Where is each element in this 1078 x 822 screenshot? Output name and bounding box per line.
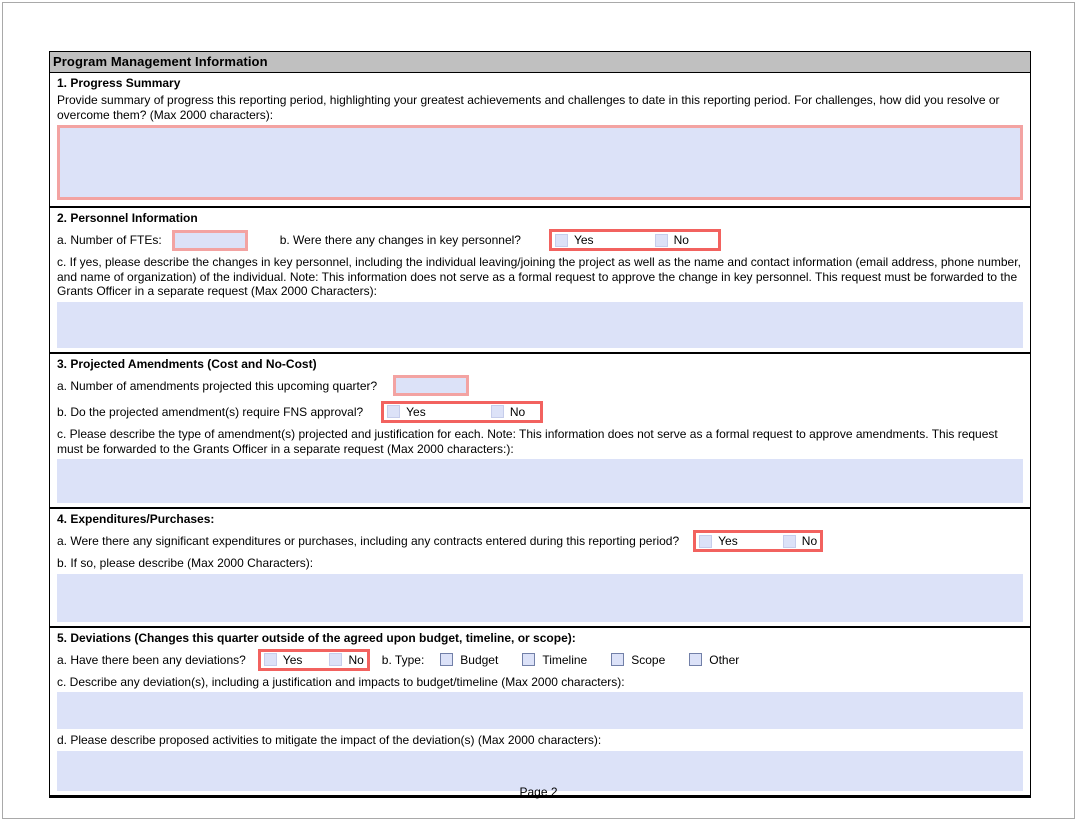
amendments-count-label: a. Number of amendments projected this upcoming quarter? xyxy=(57,378,378,393)
expenditures-title: 4. Expenditures/Purchases: xyxy=(57,512,215,527)
key-personnel-question-label: b. Were there any changes in key personnel? xyxy=(279,233,521,248)
amendments-count-input[interactable] xyxy=(393,375,469,396)
section-personnel-information xyxy=(50,206,1030,352)
page-number: Page 2 xyxy=(519,785,558,799)
deviation-type-scope-checkbox[interactable] xyxy=(611,653,624,666)
expenditures-yes-label: Yes xyxy=(718,534,738,549)
deviation-type-scope-label: Scope xyxy=(631,652,666,667)
document-page xyxy=(2,2,1075,819)
amendments-approval-row xyxy=(57,401,1023,423)
key-personnel-yes-label: Yes xyxy=(573,233,594,248)
deviations-no-label: No xyxy=(348,652,364,667)
deviations-yes-label: Yes xyxy=(282,652,303,667)
amendments-count-row xyxy=(57,375,1023,397)
progress-summary-textarea[interactable] xyxy=(57,125,1023,200)
amendments-yes-label: Yes xyxy=(406,404,426,419)
deviations-no-checkbox[interactable] xyxy=(329,653,342,666)
key-personnel-no-checkbox[interactable] xyxy=(655,234,668,247)
deviation-type-budget-label: Budget xyxy=(460,652,499,667)
personnel-row xyxy=(57,229,1023,251)
deviations-question-row xyxy=(57,649,1023,671)
deviation-type-budget-group xyxy=(440,653,498,667)
form-header-title: Program Management Information xyxy=(50,52,1030,73)
key-personnel-yes-checkbox[interactable] xyxy=(555,234,568,247)
deviation-type-timeline-checkbox[interactable] xyxy=(522,653,535,666)
ftes-label: a. Number of FTEs: xyxy=(57,233,162,248)
deviation-type-other-label: Other xyxy=(709,652,740,667)
deviation-type-scope-group xyxy=(611,653,665,667)
projected-amendments-title: 3. Projected Amendments (Cost and No-Cost) xyxy=(57,356,317,371)
amendments-approval-label: b. Do the projected amendment(s) require FNS approval? xyxy=(57,404,364,419)
deviations-yesno-group xyxy=(258,649,370,671)
expenditures-no-checkbox[interactable] xyxy=(783,535,796,548)
personnel-describe-textarea[interactable] xyxy=(57,302,1023,348)
progress-summary-title: 1. Progress Summary xyxy=(57,76,181,90)
deviation-type-other-group xyxy=(689,653,739,667)
key-personnel-yesno-group xyxy=(549,229,721,251)
expenditures-describe-label: b. If so, please describe (Max 2000 Characters): xyxy=(57,556,314,571)
progress-summary-description: Provide summary of progress this reporting period, highlighting your greatest achievements and challenges to date in this reporting period. For challenges, how did you resolve or overcome them? (Max 2000 characters): xyxy=(57,93,1000,122)
program-management-form xyxy=(49,51,1031,798)
expenditures-no-label: No xyxy=(801,534,818,549)
personnel-describe-label: c. If yes, please describe the changes in key personnel, including the individual leaving/joining the project as well as the name and contact information (email address, phone number, and name of organization) of the individual. Note: This information does not serve as a formal request to approve the change in key personnel. This request must be forwarded to the Grants Officer in a separate request (Max 2000 Characters): xyxy=(57,255,1021,299)
deviations-type-label: b. Type: xyxy=(381,652,425,667)
amendments-no-label: No xyxy=(509,404,526,419)
expenditures-question-label: a. Were there any significant expenditures or purchases, including any contracts entered during this reporting period? xyxy=(57,534,680,549)
section-projected-amendments xyxy=(50,352,1030,507)
deviations-describe-textarea[interactable] xyxy=(57,692,1023,729)
expenditures-yes-checkbox[interactable] xyxy=(699,535,712,548)
section-expenditures-purchases xyxy=(50,507,1030,626)
deviations-yes-checkbox[interactable] xyxy=(264,653,277,666)
amendments-describe-textarea[interactable] xyxy=(57,459,1023,503)
deviation-type-timeline-label: Timeline xyxy=(542,652,588,667)
ftes-input[interactable] xyxy=(172,230,248,251)
personnel-information-title: 2. Personnel Information xyxy=(57,211,198,226)
section-progress-summary xyxy=(50,73,1030,206)
deviation-type-other-checkbox[interactable] xyxy=(689,653,702,666)
expenditures-question-row xyxy=(57,530,1023,552)
deviations-mitigate-label: d. Please describe proposed activities to mitigate the impact of the deviation(s) (Max 2000 characters): xyxy=(57,733,602,748)
amendments-no-checkbox[interactable] xyxy=(491,405,504,418)
key-personnel-no-label: No xyxy=(673,233,689,248)
deviation-type-timeline-group xyxy=(522,653,587,667)
deviations-question-label: a. Have there been any deviations? xyxy=(57,652,246,667)
amendments-approval-yesno-group xyxy=(381,401,543,423)
amendments-describe-label: c. Please describe the type of amendment(s) projected and justification for each. Note: This information does not serve as a formal request to approve amendments. This request must be forwarded to the Grants Officer in a separate request (Max 2000 characters:): xyxy=(57,426,998,456)
deviation-type-budget-checkbox[interactable] xyxy=(440,653,453,666)
expenditures-describe-textarea[interactable] xyxy=(57,574,1023,622)
section-deviations xyxy=(50,626,1030,795)
expenditures-yesno-group xyxy=(693,530,823,552)
deviations-describe-label: c. Describe any deviation(s), including a justification and impacts to budget/timeline (Max 2000 characters): xyxy=(57,674,625,689)
amendments-yes-checkbox[interactable] xyxy=(387,405,400,418)
deviations-title: 5. Deviations (Changes this quarter outside of the agreed upon budget, timeline, or scope): xyxy=(57,630,576,645)
